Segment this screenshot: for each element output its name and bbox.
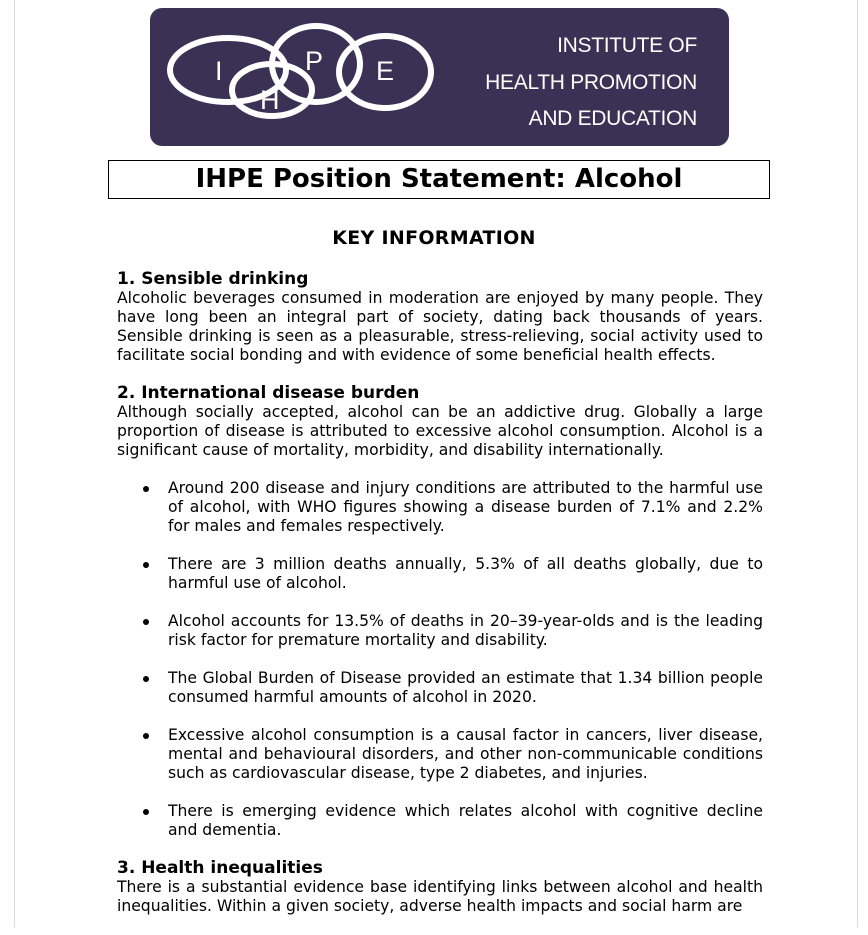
section-paragraph: Although socially accepted, alcohol can be an addictive drug. Globally a large proportion of disease is attributed to excessive alcohol consumption. Alcohol is a significant cause of mortality, morbidity, and disability internationally. xyxy=(117,403,763,459)
ihpe-logo-banner xyxy=(150,8,729,146)
section-sensible-drinking xyxy=(117,270,763,365)
bullet-icon xyxy=(143,562,149,568)
list-item xyxy=(117,479,763,536)
section-paragraph: Alcoholic beverages consumed in moderation are enjoyed by many people. They have long been an integral part of society, dating back thousands of years. Sensible drinking is seen as a pleasurable, stress-relieving, social activity used to facilitate social bonding and with evidence of some beneficial health effects. xyxy=(117,289,763,364)
logo-letter-p: P xyxy=(305,46,324,76)
document-body xyxy=(117,270,763,935)
institute-line-2: HEALTH PROMOTION xyxy=(485,70,697,94)
bullet-icon xyxy=(143,733,149,739)
institute-name xyxy=(397,28,697,138)
logo-letter-h: H xyxy=(260,85,280,115)
section-heading: 2. International disease burden xyxy=(117,383,420,403)
section-paragraph: There is a substantial evidence base identifying links between alcohol and health inequalities. Within a given society, adverse health impacts and social harm are xyxy=(117,878,763,915)
bullet-list xyxy=(117,479,763,840)
list-item-text: The Global Burden of Disease provided an estimate that 1.34 billion people consumed harmful amounts of alcohol in 2020. xyxy=(168,669,763,706)
list-item xyxy=(117,612,763,650)
section-health-inequalities xyxy=(117,859,763,916)
list-item-text: Excessive alcohol consumption is a causal factor in cancers, liver disease, mental and behavioural disorders, and other non-communicable conditions such as cardiovascular disease, type 2 diabetes, and injuries. xyxy=(168,726,763,782)
list-item-text: There is emerging evidence which relates alcohol with cognitive decline and dementia. xyxy=(168,802,763,839)
document-title: IHPE Position Statement: Alcohol xyxy=(108,160,770,199)
list-item-text: Around 200 disease and injury conditions are attributed to the harmful use of alcohol, with WHO figures showing a disease burden of 7.1% and 2.2% for males and females respectively. xyxy=(168,479,763,535)
bullet-icon xyxy=(143,676,149,682)
section-heading: 1. Sensible drinking xyxy=(117,269,309,289)
logo-letter-e: E xyxy=(376,56,395,86)
bullet-icon xyxy=(143,809,149,815)
page-right-margin xyxy=(857,0,868,927)
section-international-disease-burden xyxy=(117,384,763,840)
list-item-text: There are 3 million deaths annually, 5.3% of all deaths globally, due to harmful use of alcohol. xyxy=(168,555,763,592)
bullet-icon xyxy=(143,619,149,625)
key-information-heading: KEY INFORMATION xyxy=(332,227,536,249)
list-item xyxy=(117,669,763,707)
list-item xyxy=(117,726,763,783)
page-left-margin xyxy=(0,0,15,927)
section-heading: 3. Health inequalities xyxy=(117,858,323,878)
list-item xyxy=(117,802,763,840)
list-item xyxy=(117,555,763,593)
bullet-icon xyxy=(143,486,149,492)
institute-line-1: INSTITUTE OF xyxy=(557,34,697,57)
list-item-text: Alcohol accounts for 13.5% of deaths in 20–39-year-olds and is the leading risk factor for premature mortality and disability. xyxy=(168,612,763,649)
logo-letter-i: I xyxy=(215,56,223,86)
institute-line-3: AND EDUCATION xyxy=(528,107,697,130)
